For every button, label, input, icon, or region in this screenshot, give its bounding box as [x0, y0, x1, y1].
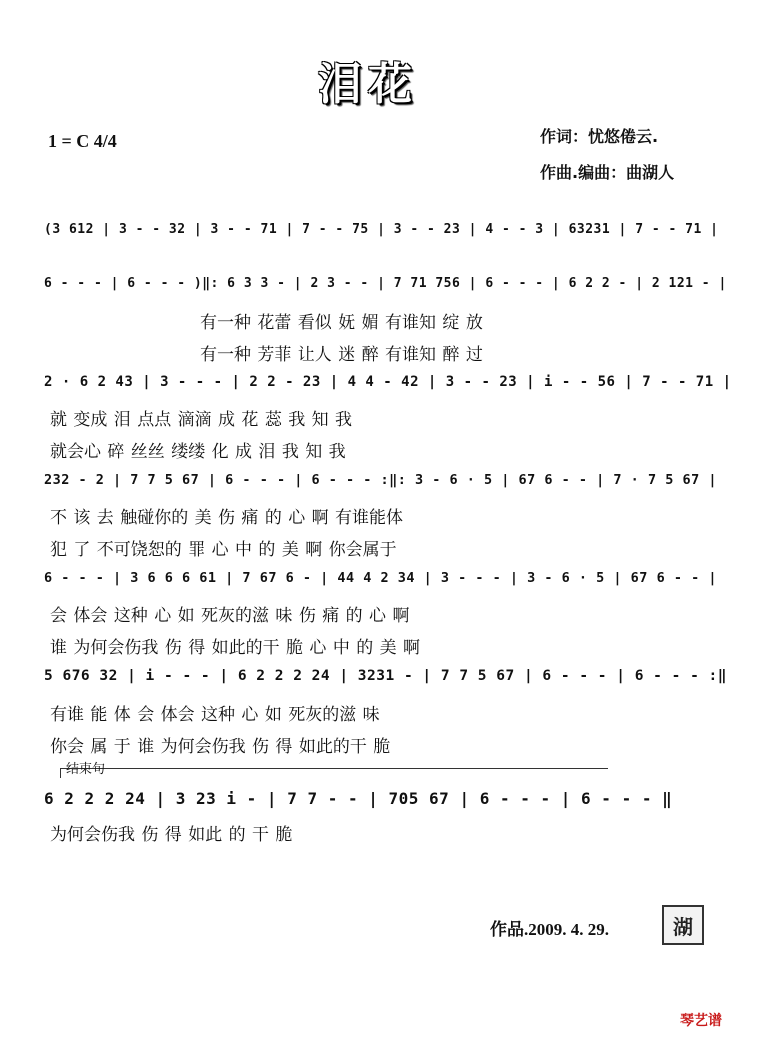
lyric-verse2-line-3: 犯 了 不可饶恕的 罪 心 中 的 美 啊 你会属于	[50, 540, 397, 560]
lyric-verse2-line-5: 你会 属 于 谁 为何会伤我 伤 得 如此的干 脆	[50, 737, 391, 757]
ending-bracket-tick	[60, 768, 61, 778]
lyric-verse1-line-1: 有一种 花蕾 看似 妩 媚 有谁知 绽 放	[200, 313, 483, 333]
lyricist-credit: 作词：忧悠倦云.	[540, 127, 659, 146]
ending-bracket	[60, 768, 608, 769]
artist-seal: 湖	[662, 905, 704, 945]
lyric-verse1-line-4: 会 体会 这种 心 如 死灰的滋 味 伤 痛 的 心 啊	[50, 606, 410, 626]
composer-credit: 作曲.编曲：曲湖人	[540, 163, 675, 182]
lyric-verse1-line-5: 有谁 能 体 会 体会 这种 心 如 死灰的滋 味	[50, 705, 380, 725]
lyric-ending: 为何会伤我 伤 得 如此 的 干 脆	[50, 825, 293, 845]
notation-line-ending: 6 2 2 2 24 | 3 23 i - | 7 7 - - | 705 67 | 6 - - - | 6 - - - ‖	[44, 789, 673, 808]
notation-line-2: 6 - - - | 6 - - - )‖: 6 3 3 - | 2 3 - - | 7 71 756 | 6 - - - | 6 2 2 - | 2 121 - |	[44, 276, 727, 291]
lyric-verse1-line-2: 就 变成 泪 点点 滴滴 成 花 蕊 我 知 我	[50, 410, 353, 430]
notation-line-4: 232 - 2 | 7 7 5 67 | 6 - - - | 6 - - - :‖: 3 - 6 · 5 | 67 6 - - | 7 · 7 5 67 |	[44, 472, 717, 488]
composition-date: 作品.2009. 4. 29.	[490, 920, 609, 939]
lyric-verse1-line-3: 不 该 去 触碰你的 美 伤 痛 的 心 啊 有谁能体	[50, 508, 404, 528]
lyric-verse2-line-4: 谁 为何会伤我 伤 得 如此的干 脆 心 中 的 美 啊	[50, 638, 421, 658]
lyric-verse2-line-2: 就会心 碎 丝丝 缕缕 化 成 泪 我 知 我	[50, 442, 346, 462]
ending-label: 结束句	[66, 762, 106, 777]
notation-line-6: 5 676 32 | i - - - | 6 2 2 2 24 | 3231 - | 7 7 5 67 | 6 - - - | 6 - - - :‖	[44, 668, 728, 684]
key-signature: 1 = C 4/4	[48, 131, 117, 151]
song-title: 泪花	[318, 59, 418, 110]
notation-line-5: 6 - - - | 3 6 6 6 61 | 7 67 6 - | 44 4 2 34 | 3 - - - | 3 - 6 · 5 | 67 6 - - |	[44, 570, 717, 586]
lyric-verse2-line-1: 有一种 芳菲 让人 迷 醉 有谁知 醉 过	[200, 345, 483, 365]
site-logo: 琴艺谱	[680, 1013, 722, 1029]
notation-line-1: (3 612 | 3 - - 32 | 3 - - 71 | 7 - - 75 | 3 - - 23 | 4 - - 3 | 63231 | 7 - - 71 |	[44, 222, 719, 237]
notation-line-3: 2 · 6 2 43 | 3 - - - | 2 2 - 23 | 4 4 - 42 | 3 - - 23 | i - - 56 | 7 - - 71 |	[44, 374, 732, 390]
